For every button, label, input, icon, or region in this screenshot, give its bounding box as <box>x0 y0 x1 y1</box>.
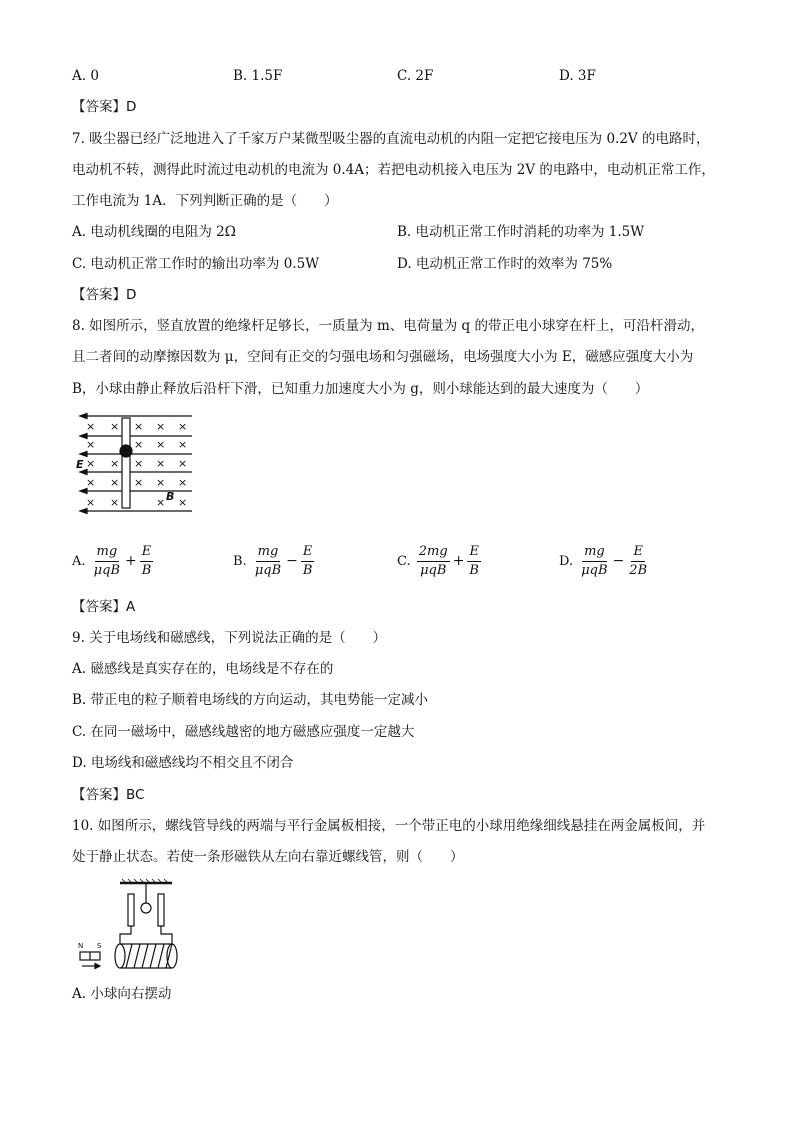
fraction-denominator: B <box>469 562 479 578</box>
option-letter: C. <box>397 553 411 569</box>
q9-stem: 9. 关于电场线和磁感线，下列说法正确的是（ ） <box>72 630 387 646</box>
label-s: S <box>97 942 102 950</box>
q6-option-d: D. 3F <box>559 68 596 84</box>
q8-option-c <box>397 540 483 582</box>
metal-plate-left <box>128 894 134 926</box>
fraction-denominator: μqB <box>254 562 282 578</box>
q7-answer: 【答案】D <box>72 287 137 303</box>
fraction-numerator: E <box>467 544 481 562</box>
cross-mark: × <box>86 457 96 470</box>
suspended-ball <box>141 903 151 913</box>
cross-mark: × <box>156 438 166 451</box>
cross-mark: × <box>178 496 188 509</box>
q10-option-a: A. 小球向右摆动 <box>72 986 172 1002</box>
cross-mark: × <box>110 457 120 470</box>
fraction-denominator: μqB <box>420 562 447 578</box>
cross-mark: × <box>110 420 120 433</box>
fraction-denominator: μqB <box>93 562 120 578</box>
cross-mark: × <box>178 457 188 470</box>
fraction-denominator: 2B <box>629 562 648 578</box>
operator: − <box>612 553 625 569</box>
q8-stem-line-3: B，小球由静止释放后沿杆下滑，已知重力加速度大小为 g，则小球能达到的最大速度为（ ） <box>72 381 649 397</box>
fraction-numerator: E <box>631 544 645 562</box>
q8-stem-line-2: 且二者间的动摩擦因数为 μ，空间有正交的匀强电场和匀强磁场，电场强度大小为 E，磁感应强度大小为 <box>72 349 694 365</box>
cross-mark: × <box>178 438 188 451</box>
cross-mark: × <box>110 476 120 489</box>
option-letter: A. <box>72 553 86 569</box>
q9-option-d: D. 电场线和磁感线均不相交且不闭合 <box>72 755 294 771</box>
label-n: N <box>78 942 84 950</box>
q7-stem-line-1: 7. 吸尘器已经广泛地进入了千家万户某微型吸尘器的直流电动机的内阻一定把它接电压为 0.2V 的电路时， <box>72 131 710 147</box>
q8-option-b <box>233 540 316 582</box>
q8-option-a <box>72 540 155 582</box>
option-letter: B. <box>233 553 247 569</box>
operator: + <box>125 553 137 569</box>
q7-stem-line-2: 电动机不转，测得此时流过电动机的电流为 0.4A；若把电动机接入电压为 2V 的电路中，电动机正常工作， <box>72 162 715 178</box>
q6-option-b: B. 1.5F <box>233 68 283 84</box>
cross-mark: × <box>156 457 166 470</box>
q9-option-a: A. 磁感线是真实存在的，电场线是不存在的 <box>72 661 334 677</box>
fraction-numerator: mg <box>95 544 120 562</box>
q6-option-c: C. 2F <box>397 68 434 84</box>
cross-mark: × <box>156 420 166 433</box>
label-b: B <box>166 490 175 503</box>
cross-mark: × <box>110 496 120 509</box>
charged-ball <box>120 445 132 457</box>
cross-mark: × <box>86 476 96 489</box>
fraction-denominator: μqB <box>581 562 608 578</box>
q7-option-d: D. 电动机正常工作时的效率为 75% <box>397 256 613 272</box>
option-letter: D. <box>559 553 574 569</box>
q10-stem-line-2: 处于静止状态。若使一条形磁铁从左向右靠近螺线管，则（ ） <box>72 849 464 865</box>
operator: − <box>286 553 298 569</box>
q9-answer: 【答案】BC <box>72 787 145 803</box>
q7-stem-line-3: 工作电流为 1A．下列判断正确的是（ ） <box>72 193 338 209</box>
q10-stem-line-1: 10. 如图所示，螺线管导线的两端与平行金属板相接，一个带正电的小球用绝缘细线悬挂在两金属板间，并 <box>72 818 706 834</box>
cross-mark: × <box>156 476 166 489</box>
cross-mark: × <box>86 438 96 451</box>
q6-option-a: A. 0 <box>72 68 99 84</box>
cross-mark: × <box>86 496 96 509</box>
fraction-numerator: E <box>140 544 154 562</box>
cross-mark: × <box>134 457 144 470</box>
q8-option-d <box>559 540 651 582</box>
cross-mark: × <box>134 420 144 433</box>
operator: + <box>452 553 465 569</box>
cross-mark: × <box>178 420 188 433</box>
q9-option-b: B. 带正电的粒子顺着电场线的方向运动，其电势能一定减小 <box>72 692 429 708</box>
fraction-numerator: mg <box>582 544 607 562</box>
fraction-denominator: B <box>141 562 152 578</box>
q9-option-c: C. 在同一磁场中，磁感线越密的地方磁感应强度一定越大 <box>72 724 415 740</box>
fraction-numerator: E <box>301 544 315 562</box>
solenoid <box>115 944 177 968</box>
fraction-denominator: B <box>302 562 313 578</box>
fraction-numerator: mg <box>256 544 281 562</box>
q8-stem-line-1: 8. 如图所示，竖直放置的绝缘杆足够长，一质量为 m、电荷量为 q 的带正电小球穿在杆上，可沿杆滑动， <box>72 318 704 334</box>
q8-field-figure <box>72 412 196 520</box>
cross-mark: × <box>86 420 96 433</box>
fraction-numerator: 2mg <box>417 544 450 562</box>
cross-mark: × <box>134 438 144 451</box>
label-e: E <box>76 458 84 471</box>
q6-answer: 【答案】D <box>72 99 137 115</box>
insulating-rod <box>122 418 130 508</box>
q7-option-a: A. 电动机线圈的电阻为 2Ω <box>72 224 236 240</box>
q10-solenoid-figure <box>72 878 192 972</box>
cross-mark: × <box>178 476 188 489</box>
q7-option-b: B. 电动机正常工作时消耗的功率为 1.5W <box>397 224 645 240</box>
metal-plate-right <box>158 894 164 926</box>
cross-mark: × <box>134 476 144 489</box>
cross-mark: × <box>156 496 166 509</box>
q7-option-c: C. 电动机正常工作时的输出功率为 0.5W <box>72 256 320 272</box>
q8-answer: 【答案】A <box>72 599 136 615</box>
